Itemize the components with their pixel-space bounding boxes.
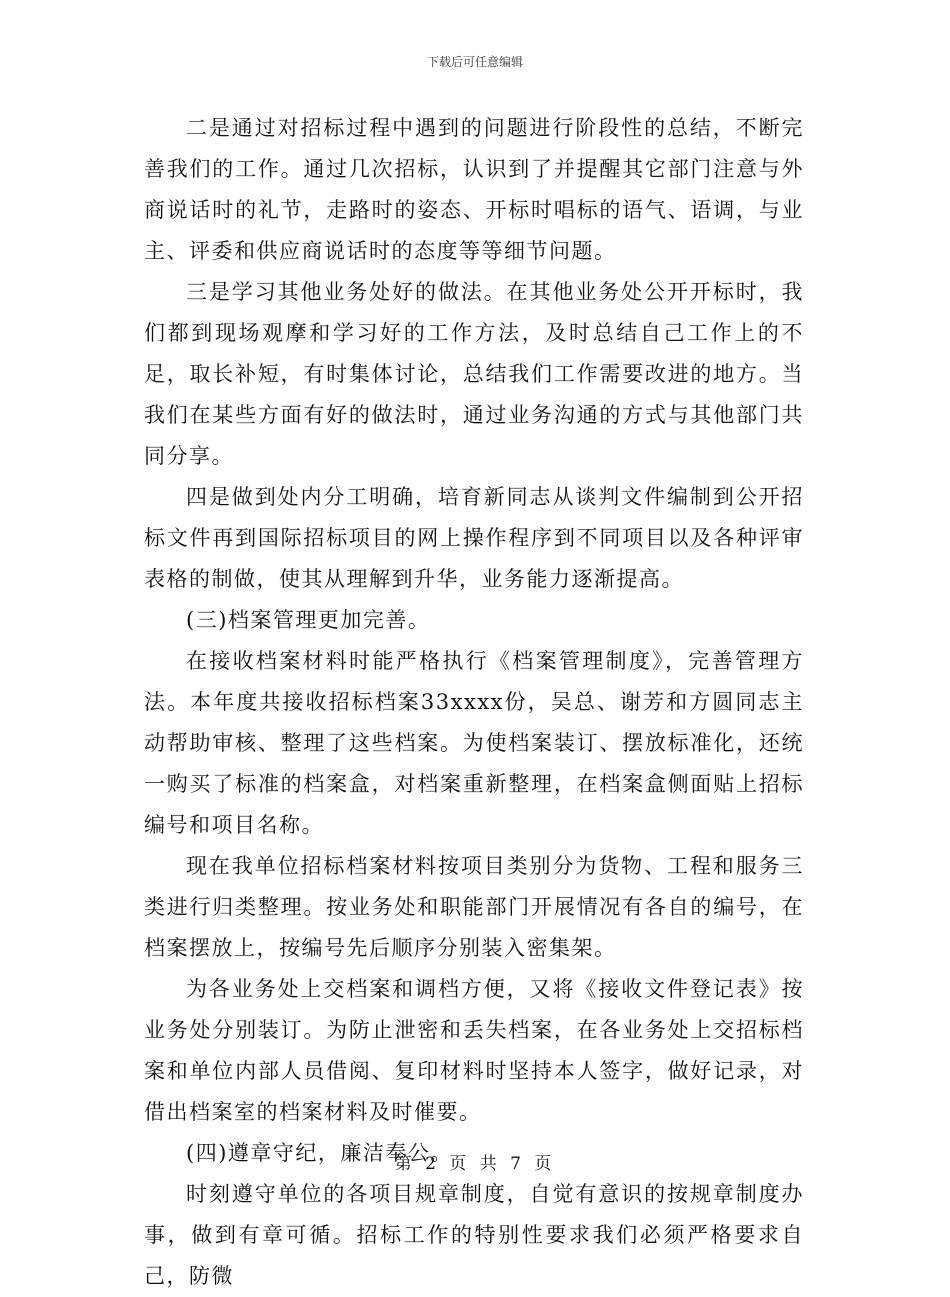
paragraph-7: 为各业务处上交档案和调档方便，又将《接收文件登记表》按业务处分别装订。为防止泄密和丢失档案，在各业务处上交招标档案和单位内部人员借阅、复印材料时坚持本人签字，做好记录，对借出档案室的档案材料及时催要。 <box>144 977 804 1124</box>
section-heading-4: (四)遵章守纪，廉洁奉公。 <box>186 1141 453 1165</box>
page-number-footer: 第 2 页 共 7 页 <box>394 1154 556 1174</box>
section-heading-3: (三)档案管理更加完善。 <box>186 608 431 632</box>
paragraph-2: 三是学习其他业务处好的做法。在其他业务处公开开标时，我们都到现场观摩和学习好的工作方法，及时总结自己工作上的不足，取长补短，有时集体讨论，总结我们工作需要改进的地方。当我们在某些方面有好的做法时，通过业务沟通的方式与其他部门共同分享。 <box>144 280 804 468</box>
document-body <box>144 108 804 1297</box>
paragraph-5: 在接收档案材料时能严格执行《档案管理制度》，完善管理方法。本年度共接收招标档案33xxxx份，吴总、谢芳和方圆同志主动帮助审核、整理了这些档案。为使档案装订、摆放标准化，还统一购买了标准的档案盒，对档案重新整理，在档案盒侧面贴上招标编号和项目名称。 <box>144 649 804 837</box>
paragraph-1: 二是通过对招标过程中遇到的问题进行阶段性的总结，不断完善我们的工作。通过几次招标，认识到了并提醒其它部门注意与外商说话时的礼节，走路时的姿态、开标时唱标的语气、语调，与业主、评委和供应商说话时的态度等等细节问题。 <box>144 116 804 263</box>
paragraph-9: 时刻遵守单位的各项目规章制度，自觉有意识的按规章制度办事，做到有章可循。招标工作的特别性要求我们必须严格要求自己，防微 <box>144 1182 804 1288</box>
paragraph-3: 四是做到处内分工明确，培育新同志从谈判文件编制到公开招标文件再到国际招标项目的网上操作程序到不同项目以及各种评审表格的制做，使其从理解到升华，业务能力逐渐提高。 <box>144 485 804 591</box>
page-header: 下载后可任意编辑 <box>426 55 523 69</box>
paragraph-6: 现在我单位招标档案材料按项目类别分为货物、工程和服务三类进行归类整理。按业务处和职能部门开展情况有各自的编号，在档案摆放上，按编号先后顺序分别装入密集架。 <box>144 854 804 960</box>
